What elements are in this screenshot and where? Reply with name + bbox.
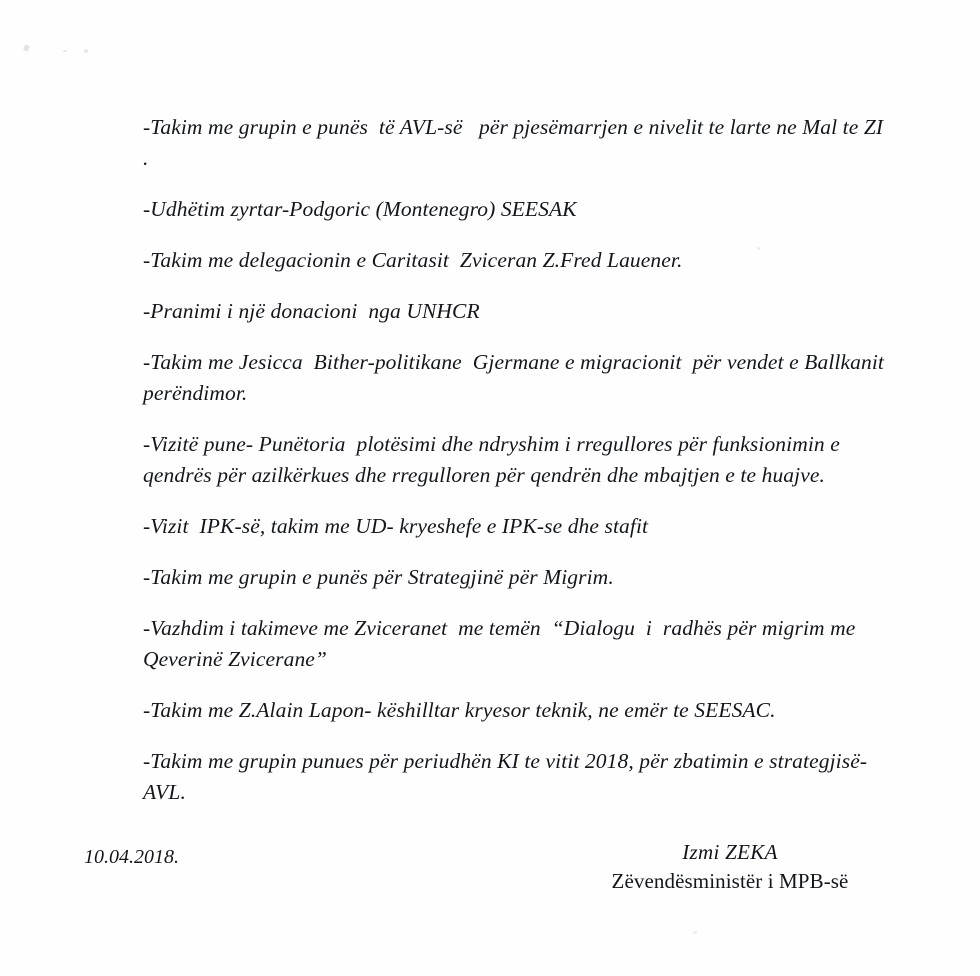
- list-item: -Udhëtim zyrtar-Podgoric (Montenegro) SEESAK: [143, 197, 577, 221]
- list-item: -Pranimi i një donacioni nga UNHCR: [143, 299, 480, 323]
- scan-speck-icon: [693, 931, 697, 934]
- list-item: -Takim me grupin punues për periudhën KI te vitit 2018, për zbatimin e strategjisë-AVL.: [143, 749, 868, 804]
- document-body: [143, 112, 888, 808]
- list-item: -Takim me Z.Alain Lapon- këshilltar kryesor teknik, ne emër te SEESAC.: [143, 698, 776, 722]
- list-item: -Vizitë pune- Punëtoria plotësimi dhe ndryshim i rregullores për funksionimin e qendrës për azilkërkues dhe rregulloren për qendrën dhe mbajtjen e te huajve.: [143, 432, 846, 487]
- list-item: -Takim me grupin e punës të AVL-së për pjesëmarrjen e nivelit te larte ne Mal te ZI .: [143, 115, 889, 170]
- scan-speck-icon: [23, 44, 30, 51]
- signer-title: Zëvendësministër i MPB-së: [611, 869, 849, 893]
- list-item: -Takim me grupin e punës për Strategjinë për Migrim.: [143, 565, 614, 589]
- signer: [560, 838, 900, 896]
- signer-name: Izmi ZEKA: [682, 840, 778, 864]
- list-item: -Takim me delegacionin e Caritasit Zviceran Z.Fred Lauener.: [143, 248, 683, 272]
- scan-speck-icon: [63, 50, 67, 52]
- document-date: 10.04.2018.: [84, 846, 179, 868]
- scan-speck-icon: [84, 49, 88, 53]
- list-item: -Takim me Jesicca Bither-politikane Gjermane e migracionit për vendet e Ballkanit perëndimor.: [143, 350, 890, 405]
- list-item: -Vizit IPK-së, takim me UD- kryeshefe e IPK-se dhe stafit: [143, 514, 649, 538]
- signature-block: [0, 838, 980, 918]
- list-item: -Vazhdim i takimeve me Zviceranet me temën “Dialogu i radhës për migrim me Qeverinë Zvicerane”: [143, 616, 861, 671]
